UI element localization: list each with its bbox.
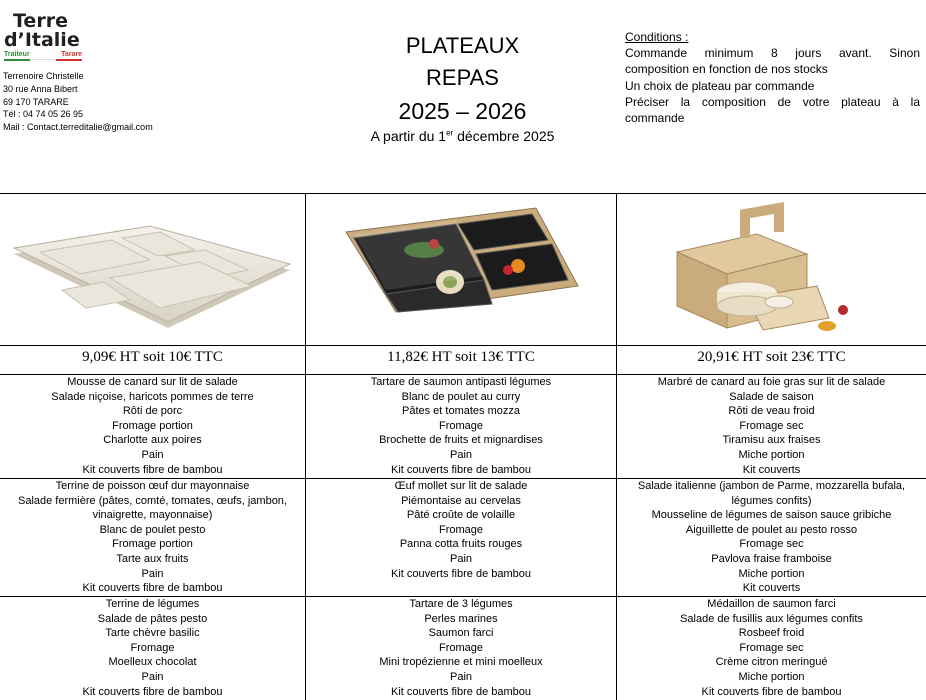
logo-sub-left: Traiteur [4, 51, 30, 58]
menu-item: Salade italienne (jambon de Parme, mozzarella bufala, légumes confits) [637, 480, 906, 507]
logo-line1: Terre [13, 10, 68, 32]
menu-item: Salade niçoise, haricots pommes de terre [51, 390, 254, 403]
menu-cell [617, 375, 926, 477]
address-email: Mail : Contact.terreditalie@gmail.com [3, 122, 153, 133]
premium-tray-icon [306, 194, 616, 345]
menu-item: Crème citron meringué [715, 656, 828, 669]
address-phone: Tél : 04 74 05 26 95 [3, 109, 84, 120]
company-logo [4, 12, 94, 61]
menu-item: Rôti de porc [122, 405, 183, 418]
tray-price: 20,91€ HT soit 23€ TTC [697, 349, 846, 365]
menu-item: Miche portion [738, 670, 805, 683]
menu-item: Tartare de 3 légumes [409, 598, 513, 610]
menu-item: Terrine de poisson œuf dur mayonnaise [55, 480, 250, 492]
menu-item: Aiguillette de poulet au pesto rosso [685, 523, 858, 536]
menu-item: Piémontaise au cervelas [401, 494, 521, 507]
document-title [340, 30, 585, 144]
menu-item: Rosbeef froid [738, 627, 805, 640]
menu-item: Fromage sec [739, 419, 804, 432]
menu-item: Fromage portion [112, 538, 193, 551]
conditions-line: Un choix de plateau par commande [625, 78, 815, 93]
logo-sub-right: Tarare [61, 51, 82, 58]
menu-cell [8, 479, 297, 596]
menu-item: Médaillon de saumon farci [707, 598, 836, 610]
menu-item: Œuf mollet sur lit de salade [394, 480, 528, 492]
conditions-line: composition en fonction de nos stocks [625, 62, 828, 77]
menu-item: Terrine de légumes [105, 598, 200, 610]
title-line2: REPAS [426, 65, 499, 90]
menu-item: Pain [141, 448, 164, 461]
menu-item: Marbré de canard au foie gras sur lit de salade [657, 376, 886, 388]
menu-item: Salade fermière (pâtes, comté, tomates, œufs, jambon, vinaigrette, mayonnaise) [17, 494, 287, 522]
menu-item: Panna cotta fruits rouges [399, 538, 523, 551]
menu-item: Fromage portion [112, 419, 193, 432]
menu-item: Salade de pâtes pesto [97, 612, 208, 625]
company-address [3, 70, 153, 134]
menu-cell [625, 479, 918, 596]
menu-cell [306, 375, 616, 477]
menu-item: Charlotte aux poires [103, 434, 202, 447]
menu-item: Pâtes et tomates mozza [402, 405, 520, 418]
tray-price: 11,82€ HT soit 13€ TTC [387, 349, 535, 365]
menu-cell [0, 375, 305, 477]
menu-item: Kit couverts fibre de bambou [82, 582, 223, 595]
order-conditions [625, 29, 920, 126]
start-date: A partir du 1er décembre 2025 [370, 128, 555, 144]
conditions-line: Préciser la composition de votre plateau à la [625, 94, 920, 109]
menu-item: Salade de saison [729, 390, 814, 403]
menu-item: Blanc de poulet pesto [99, 523, 206, 536]
menu-item: Miche portion [738, 448, 805, 461]
menu-item: Fromage sec [739, 641, 804, 654]
menu-cell [306, 479, 616, 581]
menu-item: Tartare de saumon antipasti légumes [370, 376, 552, 388]
address-name: Terrenoire Christelle [3, 71, 84, 81]
conditions-line: commande [625, 111, 685, 126]
menu-item: Kit couverts fibre de bambou [390, 567, 532, 580]
tray-price: 9,09€ HT soit 10€ TTC [82, 349, 223, 365]
conditions-line: Commande minimum 8 jours avant. Sinon [625, 46, 920, 61]
menu-item: Pain [449, 552, 473, 565]
menu-item: Mousseline de légumes de saison sauce gribiche [651, 509, 892, 522]
menu-item: Kit couverts fibre de bambou [82, 685, 223, 698]
menu-item: Saumon farci [428, 627, 494, 640]
italian-flag-stripe [4, 59, 82, 61]
menu-item: Miche portion [738, 567, 805, 580]
menu-item: Pâté croûte de volaille [406, 509, 516, 522]
address-street: 30 rue Anna Bibert [3, 83, 78, 94]
menu-item: Fromage sec [739, 538, 804, 551]
menu-item: Tarte chèvre basilic [105, 627, 200, 640]
compostable-tray-icon [0, 194, 305, 345]
menu-item: Pavlova fraise framboise [711, 552, 832, 565]
menu-item: Brochette de fruits et mignardises [379, 434, 543, 447]
menu-item: Pain [449, 448, 473, 461]
menu-cell [306, 597, 616, 699]
title-years: 2025 – 2026 [398, 98, 527, 124]
conditions-heading: Conditions : [625, 30, 689, 44]
menu-cell [0, 597, 305, 699]
menu-cell [617, 597, 926, 699]
menu-item: Perles marines [424, 612, 498, 625]
menu-item: Kit couverts fibre de bambou [82, 463, 223, 476]
address-city: 69 170 TARARE [3, 96, 69, 107]
menu-item: Kit couverts [742, 582, 801, 595]
menu-item: Fromage [438, 523, 484, 536]
menu-item: Mousse de canard sur lit de salade [67, 376, 238, 388]
menu-item: Kit couverts fibre de bambou [701, 685, 842, 698]
cardboard-box-icon [617, 194, 926, 345]
menu-item: Blanc de poulet au curry [401, 390, 521, 403]
logo-line2: d’Italie [4, 29, 80, 51]
title-line1: PLATEAUX [405, 33, 520, 58]
menu-item: Salade de fusillis aux légumes confits [680, 612, 863, 625]
menu-item: Fromage [438, 641, 484, 654]
menu-item: Kit couverts [742, 463, 801, 476]
menu-item: Mini tropézienne et mini moelleux [379, 656, 543, 669]
menu-item: Kit couverts fibre de bambou [390, 685, 532, 698]
menu-item: Rôti de veau froid [728, 405, 815, 418]
menu-item: Tarte aux fruits [116, 552, 189, 565]
menu-item: Moelleux chocolat [108, 656, 197, 669]
menu-item: Pain [141, 670, 164, 683]
menu-item: Kit couverts fibre de bambou [390, 463, 532, 476]
menu-item: Fromage [438, 419, 484, 432]
menu-item: Tiramisu aux fraises [722, 434, 821, 447]
menu-item: Pain [141, 567, 164, 580]
menu-item: Pain [449, 670, 473, 683]
menu-item: Fromage [130, 641, 175, 654]
